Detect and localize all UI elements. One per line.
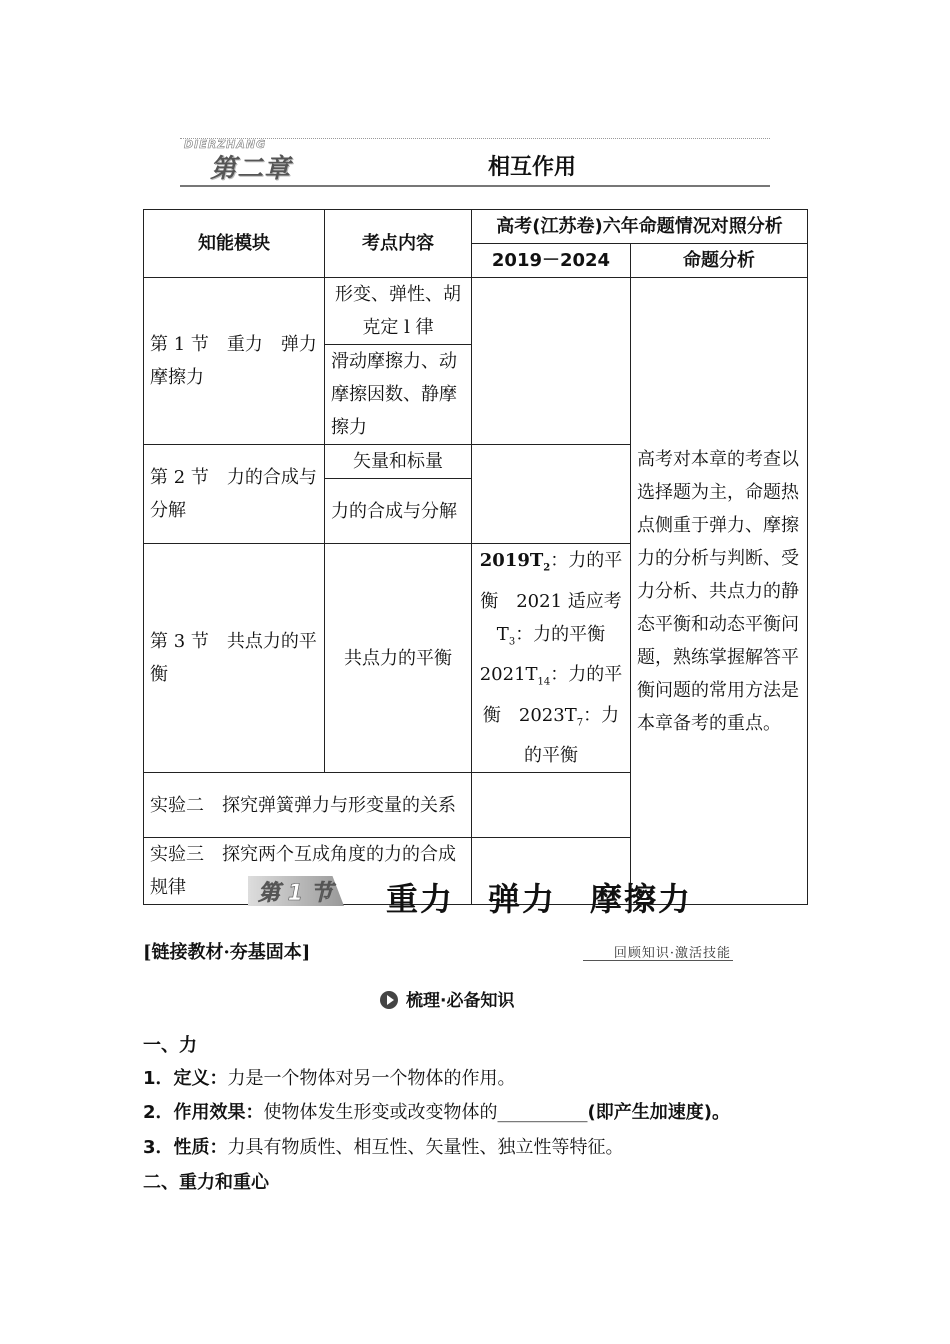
header-content: 考点内容	[325, 210, 472, 278]
s2-point-1: 矢量和标量	[325, 445, 472, 479]
heading-gravity: 二、重力和重心	[143, 1172, 269, 1193]
exp2-exam-cell	[472, 773, 631, 838]
para-3-text: 力具有物质性、相互性、矢量性、独立性等特征。	[227, 1137, 624, 1158]
fill-blank: __________	[497, 1102, 588, 1123]
link-right: 回顾知识·激活技能	[613, 946, 731, 961]
para-2-text: 使物体发生形变或改变物体的	[263, 1102, 498, 1123]
chapter-pinyin: DIERZHANG	[184, 138, 267, 151]
chapter-bottom-rule	[180, 185, 770, 187]
exam-a1-text: ：力的平衡 2021 适应考 T	[480, 550, 623, 645]
s1-point-1: 形变、弹性、胡克定 l 律	[325, 278, 472, 345]
s1-point-2: 滑动摩擦力、动摩擦因数、静摩擦力	[325, 345, 472, 445]
chapter-title: 相互作用	[488, 154, 577, 180]
s3-point-1: 共点力的平衡	[325, 544, 472, 773]
s1-exam-cell	[472, 278, 631, 445]
para-2-label: 2．作用效果：	[143, 1102, 264, 1123]
analysis-cell: 高考对本章的考查以选择题为主，命题热点侧重于弹力、摩擦力的分析与判断、受力分析、共点力的静态平衡和动态平衡问题，熟练掌握解答平衡问题的常用方法是本章备考的重点。	[631, 278, 808, 905]
para-effect	[143, 1098, 730, 1124]
experiment-3-cell: 实验三 探究两个互成角度的力的合成规律	[144, 838, 472, 905]
heading-force: 一、力	[143, 1035, 197, 1056]
section-1-cell: 第 1 节 重力 弹力 摩擦力	[144, 278, 325, 445]
s3-exam-cell	[472, 544, 631, 773]
header-analysis: 高考(江苏卷)六年命题情况对照分析	[472, 210, 808, 244]
exam-a3-sub: 14	[537, 676, 551, 688]
s2-point-2: 力的合成与分解	[325, 479, 472, 544]
play-icon	[380, 991, 398, 1009]
para-3-label: 3．性质：	[143, 1137, 228, 1158]
subhead-text: 梳理·必备知识	[406, 991, 515, 1011]
chapter-top-rule	[180, 138, 770, 139]
section-2-cell: 第 2 节 力的合成与分解	[144, 445, 325, 544]
exam-a1: 2019T	[479, 550, 544, 571]
exam-a2-text: ：力的平衡 2021T	[479, 623, 606, 686]
section-title: 重力 弹力 摩擦力	[386, 880, 693, 918]
section-badge: 第 1 节	[258, 881, 333, 906]
chapter-plan-table	[143, 209, 808, 905]
link-underline	[583, 960, 733, 961]
para-definition	[143, 1064, 516, 1090]
exam-a1-sub: 2	[543, 562, 551, 574]
link-bar	[143, 938, 733, 962]
link-left: [链接教材·夯基固本]	[143, 942, 311, 963]
para-property	[143, 1133, 624, 1159]
section-3-cell: 第 3 节 共点力的平衡	[144, 544, 325, 773]
exam-a4-sub: 7	[576, 717, 584, 729]
exam-a2-sub: 3	[508, 636, 516, 648]
exam-a3-text: ：力的平衡 2023T	[482, 664, 623, 726]
experiment-2-cell: 实验二 探究弹簧弹力与形变量的关系	[144, 773, 472, 838]
header-module: 知能模块	[144, 210, 325, 278]
header-years: 2019－2024	[472, 244, 631, 278]
para-2-tail: (即产生加速度)。	[587, 1102, 730, 1123]
subhead	[380, 986, 514, 1011]
s2-exam-cell	[472, 445, 631, 544]
header-mingti: 命题分析	[631, 244, 808, 278]
para-1-label: 1．定义：	[143, 1068, 228, 1089]
para-1-text: 力是一个物体对另一个物体的作用。	[227, 1068, 516, 1089]
chapter-badge: 第二章	[210, 154, 292, 184]
exam-a4-text: ：力的平衡	[524, 704, 620, 767]
